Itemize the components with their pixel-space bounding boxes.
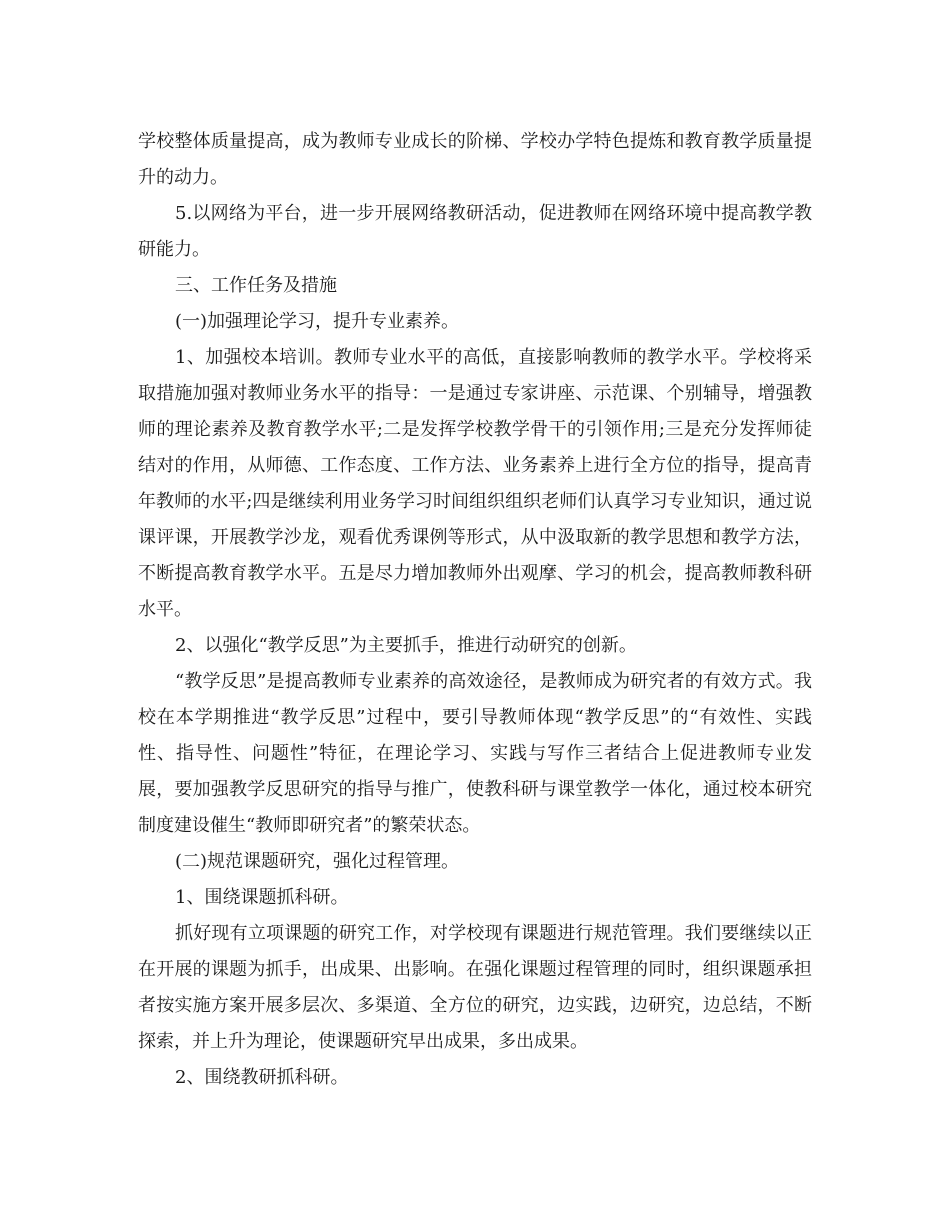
paragraph-school-training: 1、加强校本培训。教师专业水平的高低，直接影响教师的教学水平。学校将采取措施加强对教师业务水平的指导：一是通过专家讲座、示范课、个别辅导，增强教师的理论素养及教育教学水平;二是发挥学校教学骨干的引领作用;三是充分发挥师徒结对的作用，从师德、工作态度、工作方法、业务素养上进行全方位的指导，提高青年教师的水平;四是继续利用业务学习时间组织组织老师们认真学习专业知识，通过说课评课，开展教学沙龙，观看优秀课例等形式，从中汲取新的教学思想和教学方法，不断提高教育教学水平。五是尽力增加教师外出观摩、学习的机会，提高教师教科研水平。 (138, 347, 812, 620)
section-heading-tasks: 三、工作任务及措施 (175, 275, 337, 296)
paragraph-topic-research-heading: 1、围绕课题抓科研。 (175, 887, 349, 908)
subheading-theory-study: (一)加强理论学习，提升专业素养。 (175, 311, 460, 332)
paragraph-teaching-reflection: “教学反思”是提高教师专业素养的高效途径，是教师成为研究者的有效方式。我校在本学期推进“教学反思”过程中，要引导教师体现“教学反思”的“有效性、实践性、指导性、问题性”特征，在理论学习、实践与写作三者结合上促进教师专业发展，要加强教学反思研究的指导与推广，使教科研与课堂教学一体化，通过校本研究制度建设催生“教师即研究者”的繁荣状态。 (138, 671, 812, 836)
paragraph-goal-5: 5.以网络为平台，进一步开展网络教研活动，促进教师在网络环境中提高教学教研能力。 (138, 203, 812, 260)
paragraph-topic-research: 抓好现有立项课题的研究工作，对学校现有课题进行规范管理。我们要继续以正在开展的课题为抓手，出成果、出影响。在强化课题过程管理的同时，组织课题承担者按实施方案开展多层次、多渠道、全方位的研究，边实践，边研究，边总结，不断探索，并上升为理论，使课题研究早出成果，多出成果。 (138, 923, 812, 1052)
paragraph-teaching-research-heading: 2、围绕教研抓科研。 (175, 1067, 349, 1088)
paragraph-continuation: 学校整体质量提高，成为教师专业成长的阶梯、学校办学特色提炼和教育教学质量提升的动力。 (138, 131, 812, 188)
paragraph-teaching-reflection-heading: 2、以强化“教学反思”为主要抓手，推进行动研究的创新。 (175, 635, 637, 656)
document-page (138, 124, 812, 1096)
subheading-research-topics: (二)规范课题研究，强化过程管理。 (175, 851, 460, 872)
